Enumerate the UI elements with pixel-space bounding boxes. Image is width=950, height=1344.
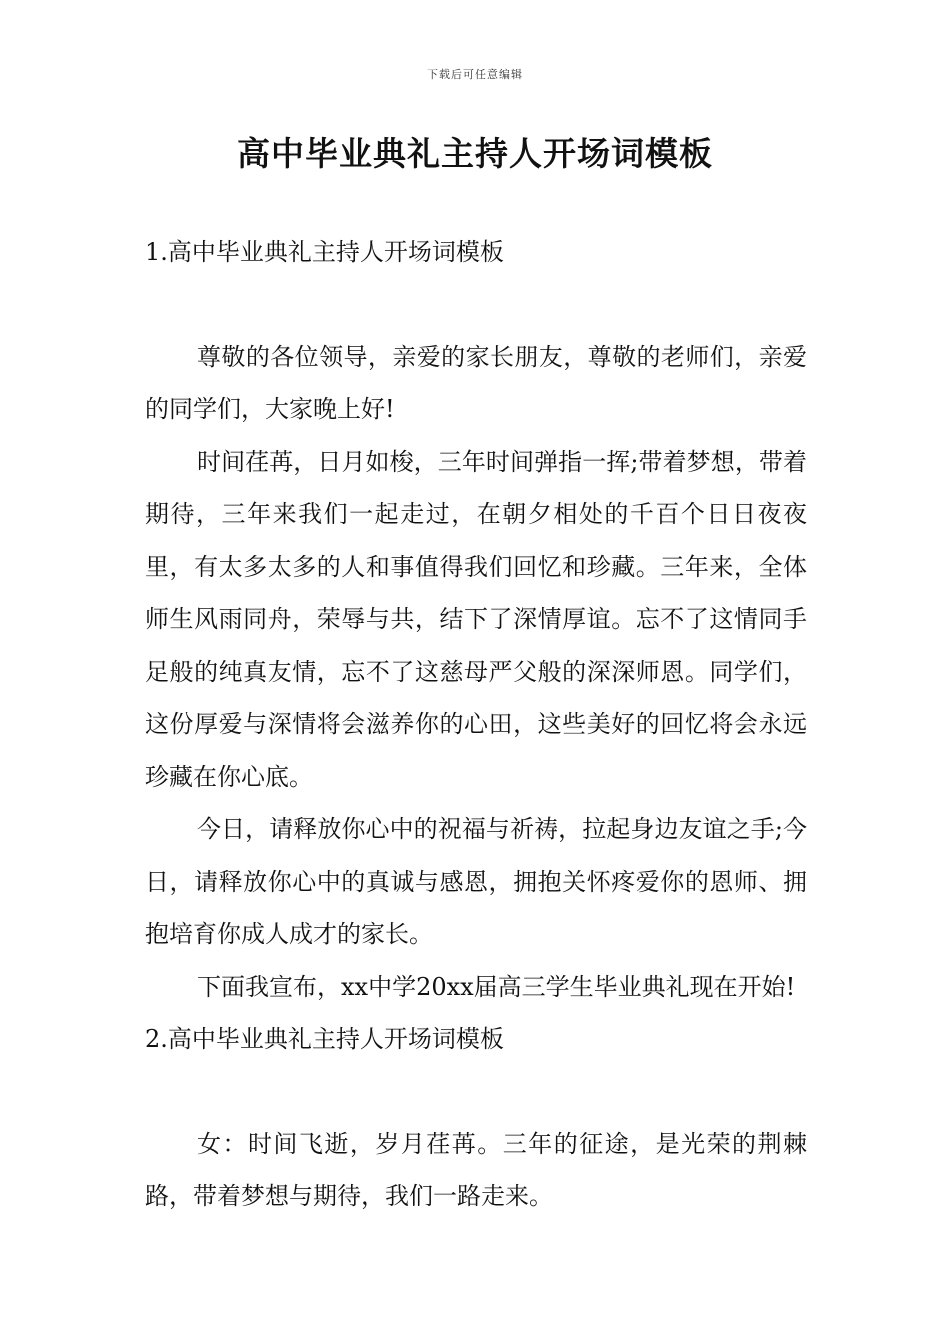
document-title: 高中毕业典礼主持人开场词模板 (237, 134, 713, 173)
section-heading-1: 1.高中毕业典礼主持人开场词模板 (145, 238, 504, 266)
paragraph-greeting: 尊敬的各位领导，亲爱的家长朋友，尊敬的老师们，亲爱的同学们，大家晚上好! (145, 342, 807, 423)
spacer (145, 1066, 807, 1118)
spacer (145, 279, 807, 331)
section-heading-2: 2.高中毕业典礼主持人开场词模板 (145, 1025, 504, 1053)
paragraph-gratitude: 今日，请释放你心中的祝福与祈祷，拉起身边友谊之手;今日，请释放你心中的真诚与感恩，拥抱关怀疼爱你的恩师、拥抱培育你成人成才的家长。 (145, 815, 807, 948)
document-body (145, 226, 807, 1223)
paragraph-memories: 时间荏苒，日月如梭，三年时间弹指一挥;带着梦想，带着期待，三年来我们一起走过，在朝夕相处的千百个日日夜夜里，有太多太多的人和事值得我们回忆和珍藏。三年来，全体师生风雨同舟，荣辱与共，结下了深情厚谊。忘不了这情同手足般的纯真友情，忘不了这慈母严父般的深深师恩。同学们，这份厚爱与深情将会滋养你的心田，这些美好的回忆将会永远珍藏在你心底。 (145, 447, 807, 791)
paragraph-female-host: 女：时间飞逝，岁月荏苒。三年的征途，是光荣的荆棘路，带着梦想与期待，我们一路走来。 (145, 1129, 807, 1210)
paragraph-announcement: 下面我宣布，xx中学20xx届高三学生毕业典礼现在开始! (197, 972, 796, 1001)
header-note: 下载后可任意编辑 (427, 68, 523, 81)
